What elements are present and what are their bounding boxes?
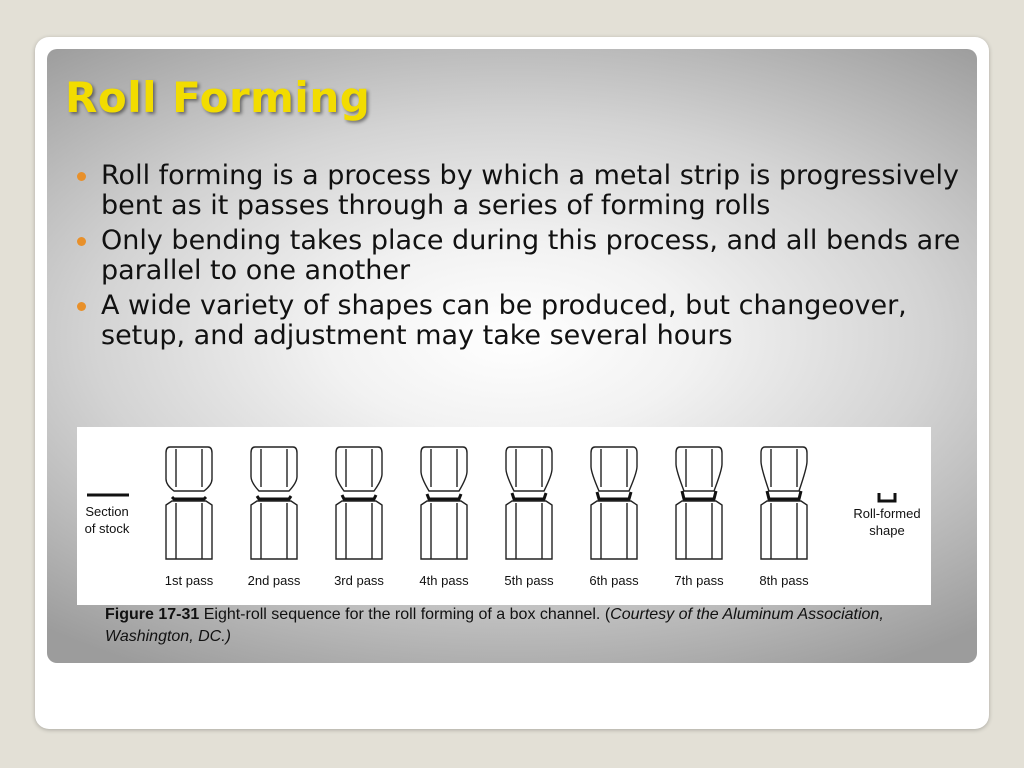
pass-label: 8th pass bbox=[759, 573, 809, 588]
bullet-text: Only bending takes place during this process, and all bends are parallel to one another bbox=[101, 225, 961, 286]
pass-label: 1st pass bbox=[164, 573, 214, 588]
strip-icon bbox=[682, 491, 716, 499]
bullet-text: Roll forming is a process by which a metal strip is progressively bent as it passes through a series of forming rolls bbox=[101, 160, 960, 221]
strip-icon bbox=[427, 494, 461, 499]
roll-pass-4 bbox=[421, 447, 467, 559]
caption-figure-number: Figure 17-31 bbox=[105, 606, 200, 623]
pass-label: 5th pass bbox=[504, 573, 554, 588]
box-channel-shape-icon bbox=[879, 493, 895, 501]
caption-text: Eight-roll sequence for the roll forming of a box channel. ( bbox=[199, 606, 611, 623]
bullet-list bbox=[71, 161, 961, 356]
upper-roll-icon bbox=[591, 447, 637, 491]
roll-pass-3 bbox=[336, 447, 382, 559]
roll-pass-5 bbox=[506, 447, 552, 559]
strip-icon bbox=[172, 497, 206, 499]
shape-label-line2: shape bbox=[869, 523, 905, 538]
pass-label: 7th pass bbox=[674, 573, 724, 588]
caption-courtesy: Courtesy of the Aluminum Association, Washington, DC.) bbox=[105, 606, 884, 645]
upper-roll-icon bbox=[336, 447, 382, 491]
roll-sequence-diagram bbox=[77, 427, 931, 605]
roll-pass-1 bbox=[166, 447, 212, 559]
bullet-text: A wide variety of shapes can be produced, but changeover, setup, and adjustment may take several hours bbox=[101, 290, 907, 351]
roll-pass-7 bbox=[676, 447, 722, 559]
upper-roll-icon bbox=[506, 447, 552, 491]
pass-label: 6th pass bbox=[589, 573, 639, 588]
slide bbox=[47, 49, 977, 663]
bullet-dot-icon bbox=[77, 237, 86, 246]
lower-roll-icon bbox=[251, 501, 297, 559]
lower-roll-icon bbox=[506, 501, 552, 559]
upper-roll-icon bbox=[166, 447, 212, 491]
pass-label: 4th pass bbox=[419, 573, 469, 588]
roll-passes bbox=[165, 447, 809, 588]
lower-roll-icon bbox=[421, 501, 467, 559]
strip-icon bbox=[257, 496, 291, 499]
lower-roll-icon bbox=[336, 501, 382, 559]
roll-pass-2 bbox=[251, 447, 297, 559]
bullet-item bbox=[71, 291, 961, 351]
upper-roll-icon bbox=[761, 447, 807, 491]
stock-label-line2: of stock bbox=[84, 521, 130, 536]
upper-roll-icon bbox=[251, 447, 297, 491]
lower-roll-icon bbox=[676, 501, 722, 559]
strip-icon bbox=[767, 491, 801, 499]
bullet-dot-icon bbox=[77, 302, 86, 311]
pass-label: 3rd pass bbox=[334, 573, 384, 588]
upper-roll-icon bbox=[421, 447, 467, 491]
roll-pass-6 bbox=[591, 447, 637, 559]
lower-roll-icon bbox=[761, 501, 807, 559]
bullet-item bbox=[71, 226, 961, 286]
strip-icon bbox=[597, 492, 631, 499]
lower-roll-icon bbox=[166, 501, 212, 559]
upper-roll-icon bbox=[676, 447, 722, 491]
roll-forming-figure bbox=[77, 427, 931, 605]
bullet-dot-icon bbox=[77, 172, 86, 181]
shape-label-line1: Roll-formed bbox=[853, 506, 921, 521]
slide-title: Roll Forming bbox=[65, 73, 371, 122]
figure-caption bbox=[105, 604, 905, 648]
roll-pass-8 bbox=[761, 447, 807, 559]
stock-label-line1: Section bbox=[85, 504, 129, 519]
strip-icon bbox=[342, 495, 376, 499]
strip-icon bbox=[512, 493, 546, 499]
bullet-item bbox=[71, 161, 961, 221]
lower-roll-icon bbox=[591, 501, 637, 559]
pass-label: 2nd pass bbox=[247, 573, 301, 588]
